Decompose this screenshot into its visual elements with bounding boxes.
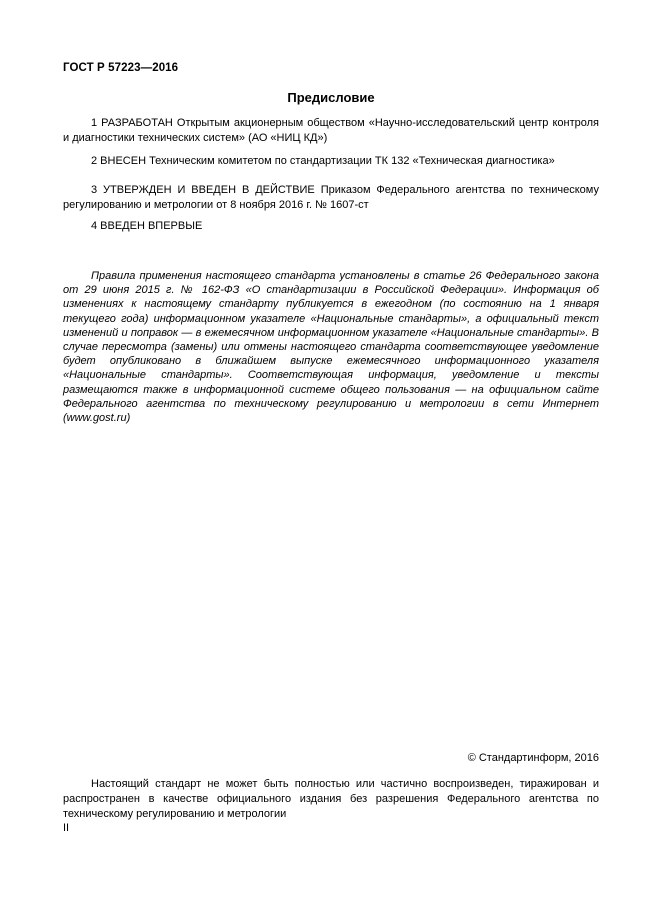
page-title: Предисловие <box>287 90 375 105</box>
document-code: ГОСТ Р 57223—2016 <box>63 62 179 74</box>
usage-rules-note: Правила применения настоящего стандарта установлены в статье 26 Федерального закона от 29 июня 2015 г. № 162-ФЗ «О стандартизации в Российской Федерации». Информация об изменениях к настоящему стандарту публикуется в ежегодном (по состоянию на 1 января текущего года) информационном указателе «Национальные стандарты», а официальный текст изменений и поправок — в ежемесячном информационном указателе «Национальные стандарты». В случае пересмотра (замены) или отмены настоящего стандарта соответствующее уведомление будет опубликовано в ближайшем выпуске ежемесячного информационного указателя «Национальные стандарты». Соответствующая информация, уведомление и тексты размещаются также в информационной системе общего пользования — на официальном сайте Федерального агентства по техническому регулированию и метрологии в сети Интернет (www.gost.ru) <box>63 270 599 425</box>
page-number: II <box>63 822 70 834</box>
copyright: © Стандартинформ, 2016 <box>467 752 599 764</box>
reproduction-notice: Настоящий стандарт не может быть полностью или частично воспроизведен, тиражирован и распространен в качестве официального издания без разрешения Федерального агентства по техническому регулированию и метрологии <box>63 778 599 820</box>
paragraph-developed-by: 1 РАЗРАБОТАН Открытым акционерным обществом «Научно-исследовательский центр контроля и диагностики технических систем» (АО «НИЦ КД») <box>63 117 599 144</box>
paragraph-approved: 3 УТВЕРЖДЕН И ВВЕДЕН В ДЕЙСТВИЕ Приказом Федерального агентства по техническому регулированию и метрологии от 8 ноября 2016 г. № 1607-ст <box>63 184 599 211</box>
paragraph-introduced-by: 2 ВНЕСЕН Техническим комитетом по стандартизации ТК 132 «Техническая диагностика» <box>91 155 555 167</box>
paragraph-first-introduced: 4 ВВЕДЕН ВПЕРВЫЕ <box>91 220 203 232</box>
